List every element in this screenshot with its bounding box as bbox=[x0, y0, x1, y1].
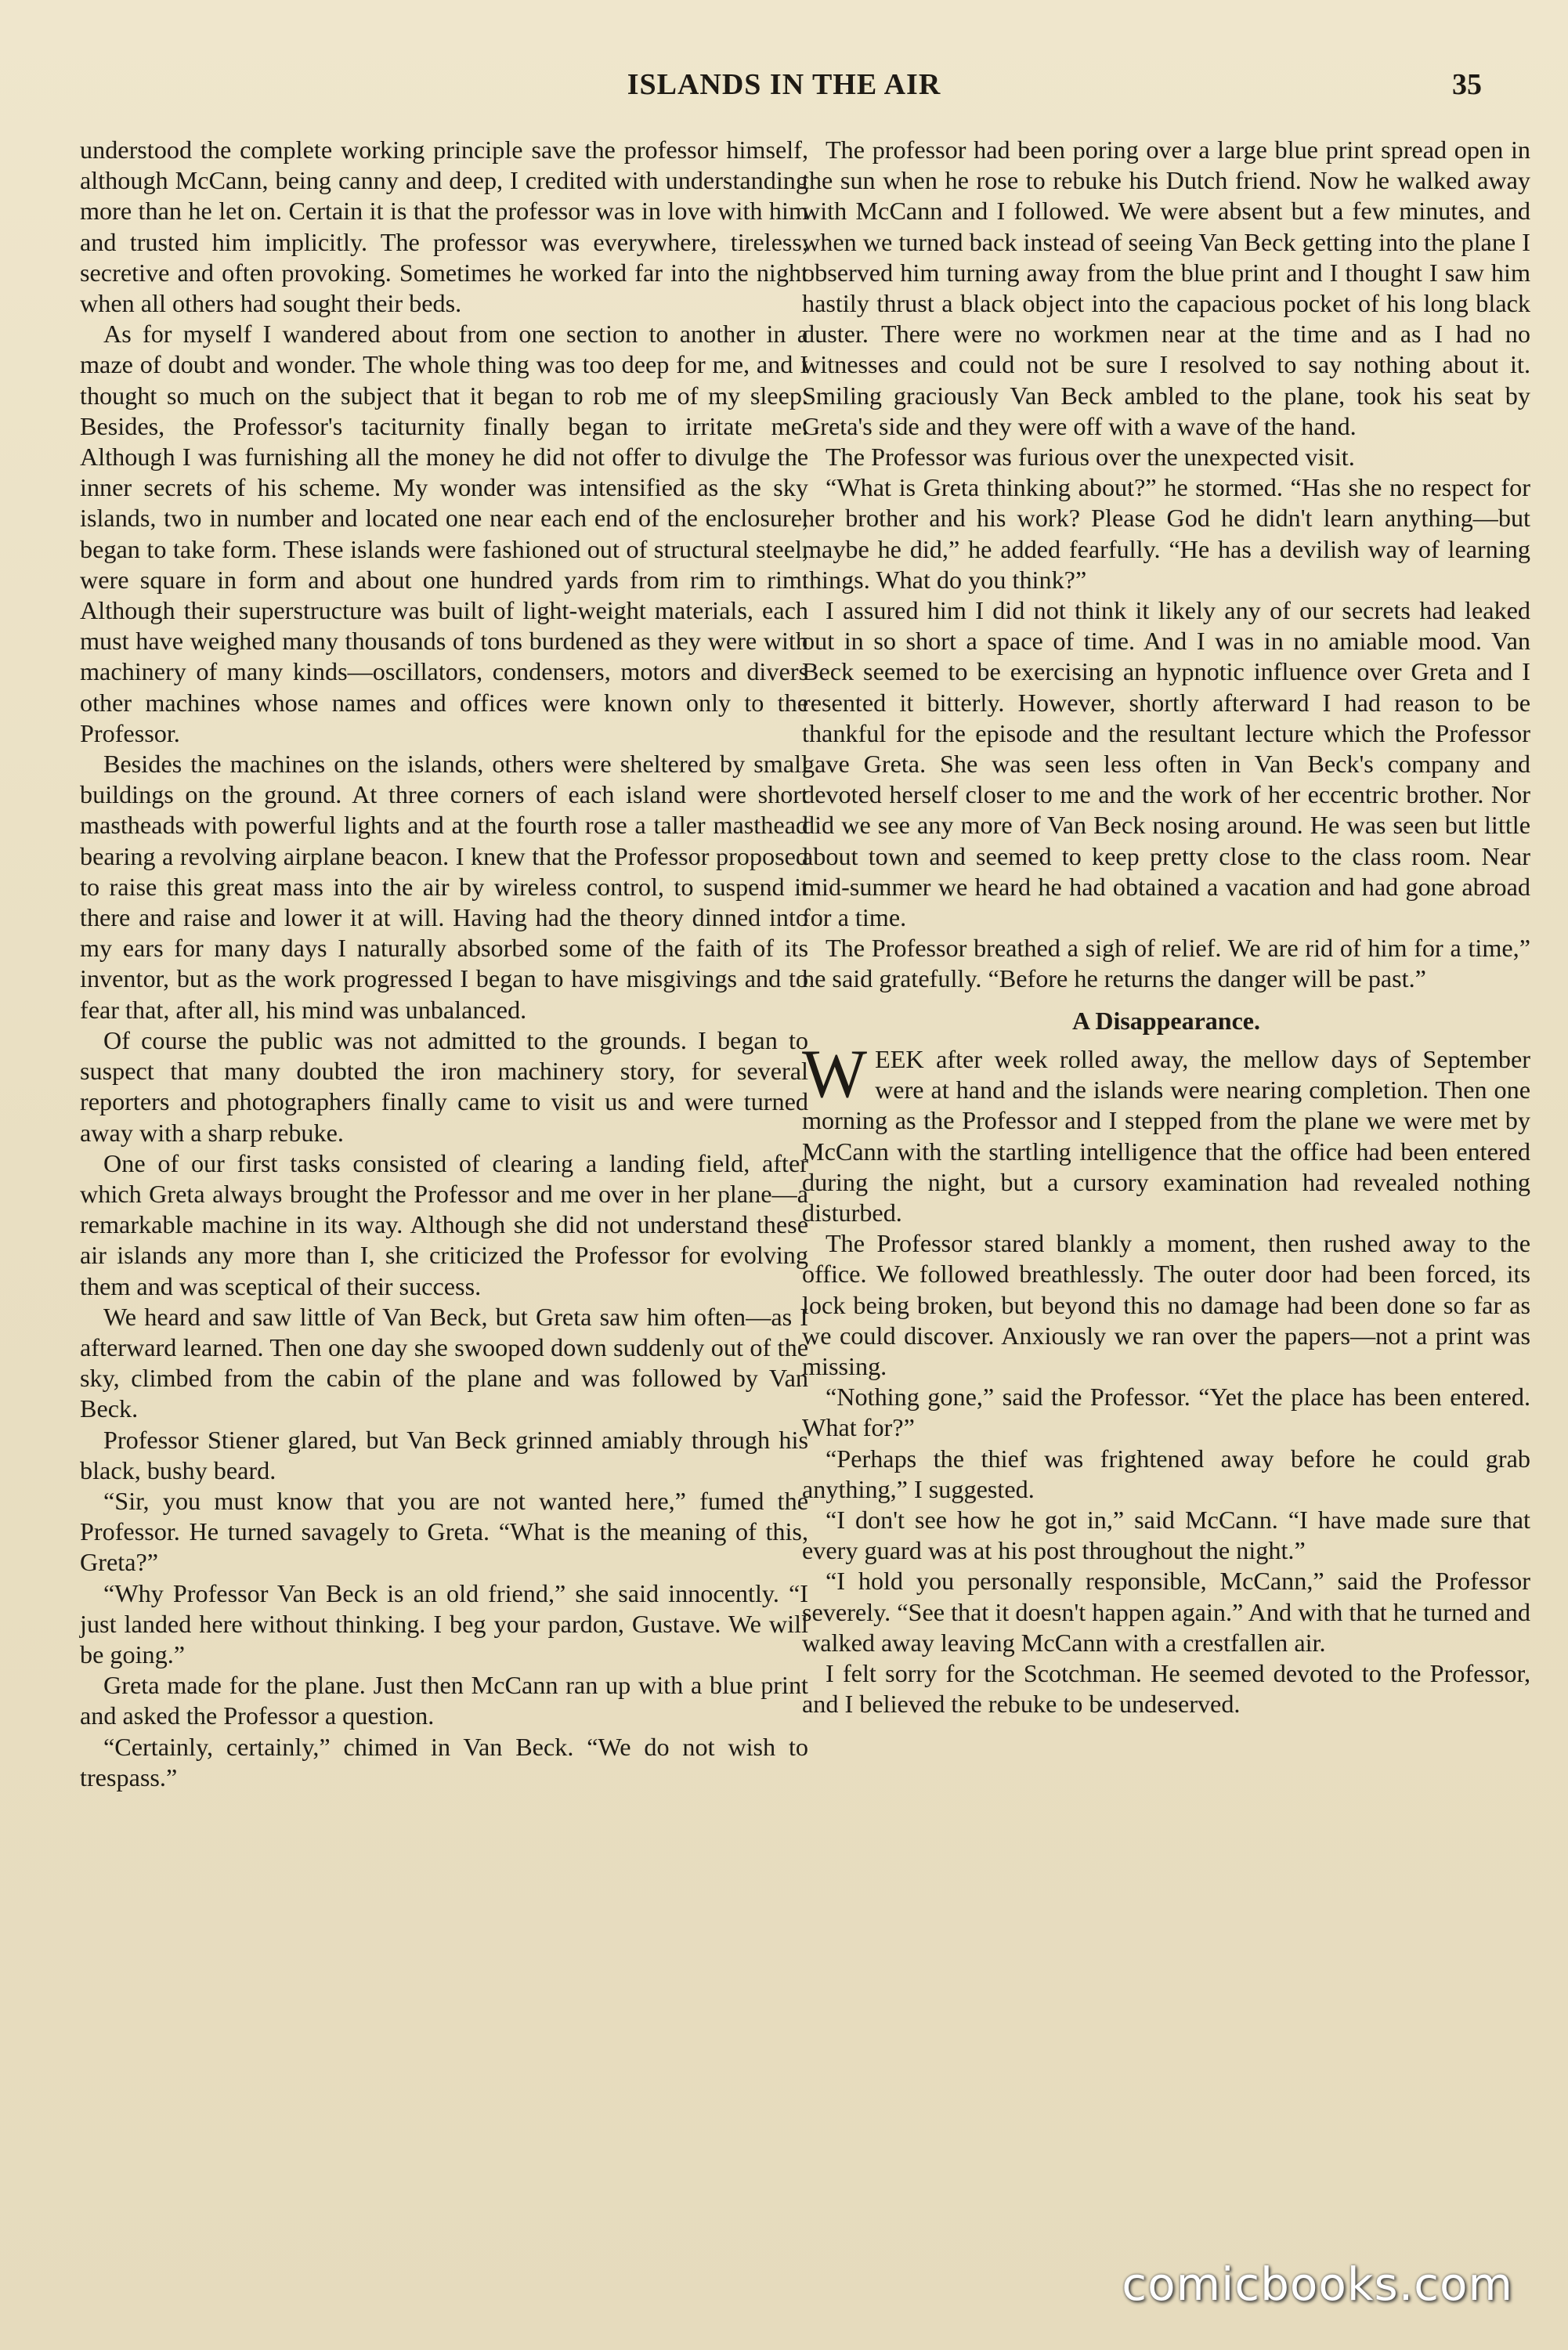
page-number: 35 bbox=[1452, 68, 1482, 101]
paragraph: The Professor stared blankly a moment, then rushed away to the office. We followed breathlessly. The outer door had been forced, its lock being broken, but beyond this no damage had been done so far as we could discover. Anxiously we ran over the papers—not a print was missing. bbox=[802, 1229, 1530, 1380]
paragraph: As for myself I wandered about from one section to another in a maze of doubt and wonder. The whole thing was too deep for me, and I thought so much on the subject that it began to rob me of my sleep. Besides, the Professor's taciturnity finally began to irritate me. Although I was furnishing all the money he did not offer to divulge the inner secrets of his scheme. My wonder was intensified as the sky islands, two in number and located one near each end of the enclosure, began to take form. These islands were fashioned out of structural steel, were square in form and about one hundred yards from rim to rim. Although their superstructure was built of light-weight materials, each must have weighed many thousands of tons burdened as they were with machinery of many kinds—oscillators, condensers, motors and divers other machines whose names and offices were known only to the Professor. bbox=[80, 320, 808, 747]
watermark: comicbooks.com bbox=[1122, 2258, 1513, 2311]
paragraph: Greta made for the plane. Just then McCann ran up with a blue print and asked the Professor a question. bbox=[80, 1671, 808, 1730]
dropcap-paragraph-text: EEK after week rolled away, the mellow days of September were at hand and the islands were nearing completion. Then one morning as the Professor and I stepped from the plane we were met by McCann with the startling intelligence that the office had been entered during the night, but a cursory examination had revealed nothing disturbed. bbox=[802, 1044, 1530, 1227]
paragraph: “Perhaps the thief was frightened away before he could grab anything,” I suggested. bbox=[802, 1444, 1530, 1503]
left-column bbox=[80, 135, 808, 1793]
paragraph: Professor Stiener glared, but Van Beck grinned amiably through his black, bushy beard. bbox=[80, 1425, 808, 1484]
paragraph: I felt sorry for the Scotchman. He seemed devoted to the Professor, and I believed the rebuke to be undeserved. bbox=[802, 1658, 1530, 1719]
page-header bbox=[70, 61, 1498, 116]
paragraph: Besides the machines on the islands, others were sheltered by small buildings on the ground. At three corners of each island were short mastheads with powerful lights and at the fourth rose a taller masthead bearing a revolving airplane beacon. I knew that the Professor proposed to raise this great mass into the air by wireless control, to suspend it there and raise and lower it at will. Having had the theory dinned into my ears for many days I naturally absorbed some of the faith of its inventor, but as the work progressed I began to have misgivings and to fear that, after all, his mind was unbalanced. bbox=[80, 750, 808, 1024]
paragraph: “I hold you personally responsible, McCann,” said the Professor severely. “See that it doesn't happen again.” And with that he turned and walked away leaving McCann with a crestfallen air. bbox=[802, 1567, 1530, 1657]
paragraph: The Professor was furious over the unexpected visit. bbox=[826, 443, 1355, 472]
paragraph: “Certainly, certainly,” chimed in Van Beck. “We do not wish to trespass.” bbox=[80, 1732, 808, 1791]
paragraph: “I don't see how he got in,” said McCann. “I have made sure that every guard was at his post throughout the night.” bbox=[802, 1505, 1530, 1565]
drop-cap: W bbox=[802, 1036, 868, 1112]
paragraph: Of course the public was not admitted to the grounds. I began to suspect that many doubted the iron machinery story, for several reporters and photographers finally came to visit us and were turned away with a sharp rebuke. bbox=[80, 1025, 808, 1147]
paragraph: “What is Greta thinking about?” he stormed. “Has she no respect for her brother and his work? Please God he didn't learn anything—but maybe he did,” he added fearfully. “He has a devilish way of learning things. What do you think?” bbox=[802, 473, 1530, 594]
paragraph: We heard and saw little of Van Beck, but Greta saw him often—as I afterward learned. Then one day she swooped down suddenly out of the sky, climbed from the cabin of the plane and was followed by Van Beck. bbox=[80, 1302, 808, 1423]
paragraph: “Why Professor Van Beck is an old friend,” she said innocently. “I just landed here without thinking. I beg your pardon, Gustave. We will be going.” bbox=[80, 1578, 808, 1668]
running-head: ISLANDS IN THE AIR bbox=[627, 68, 941, 101]
paragraph: One of our first tasks consisted of clearing a landing field, after which Greta always brought the Professor and me over in her plane—a remarkable machine in its way. Although she did not understand these air islands any more than I, she criticized the Professor for evolving them and was sceptical of their success. bbox=[80, 1148, 808, 1300]
paragraph: “Sir, you must know that you are not wanted here,” fumed the Professor. He turned savagely to Greta. “What is the meaning of this, Greta?” bbox=[80, 1486, 808, 1577]
paragraph: The Professor breathed a sigh of relief. We are rid of him for a time,” he said gratefully. “Before he returns the danger will be past.” bbox=[802, 934, 1530, 993]
dropcap-paragraph bbox=[802, 1036, 1530, 1228]
right-column bbox=[802, 135, 1530, 1719]
paragraph: The professor had been poring over a large blue print spread open in the sun when he rose to rebuke his Dutch friend. Now he walked away with McCann and I followed. We were absent but a few minutes, and when we turned back instead of seeing Van Beck getting into the plane I observed him turning away from the blue print and I thought I saw him hastily thrust a black object into the capacious pocket of his long black duster. There were no workmen near at the time and as I had no witnesses and could not be sure I resolved to say nothing about it. Smiling graciously Van Beck ambled to the plane, took his seat by Greta's side and they were off with a wave of the hand. bbox=[802, 136, 1530, 440]
paragraph: I assured him I did not think it likely any of our secrets had leaked out in so short a space of time. And I was in no amiable mood. Van Beck seemed to be exercising an hypnotic influence over Greta and I resented it bitterly. However, shortly afterward I had reason to be thankful for the episode and the resultant lecture which the Professor gave Greta. She was seen less often in Van Beck's company and devoted herself closer to me and the work of her eccentric brother. Nor did we see any more of Van Beck nosing around. He was seen but little about town and seemed to keep pretty close to the class room. Near mid-summer we heard he had obtained a vacation and had gone abroad for a time. bbox=[802, 596, 1530, 932]
paragraph: understood the complete working principle save the professor himself, although McCann, being canny and deep, I credited with understanding more than he let on. Certain it is that the professor was in love with him and trusted him implicitly. The professor was everywhere, tireless, secretive and often provoking. Sometimes he worked far into the night when all others had sought their beds. bbox=[80, 136, 808, 318]
paragraph: “Nothing gone,” said the Professor. “Yet the place has been entered. What for?” bbox=[802, 1383, 1530, 1442]
section-heading: A Disappearance. bbox=[1072, 1006, 1260, 1035]
